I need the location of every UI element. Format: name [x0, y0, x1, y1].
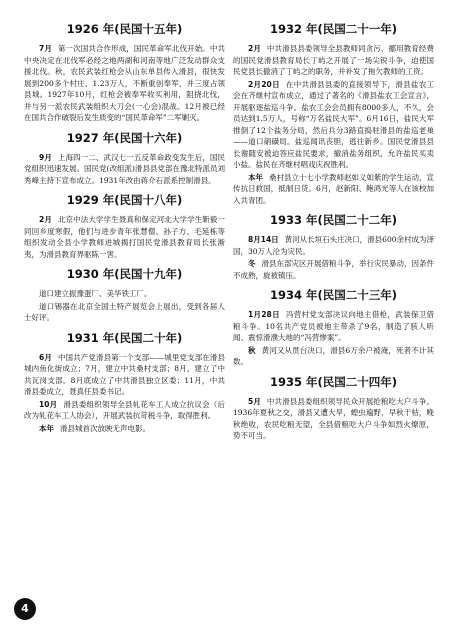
entry-date: 冬	[248, 259, 256, 268]
chronicle-entry	[24, 399, 225, 422]
entry-date: 5月	[248, 396, 261, 406]
chronicle-entry	[233, 79, 434, 171]
year-heading: 1934 年(民国二十三年)	[269, 288, 398, 302]
year-heading: 1932 年(民国二十一年)	[269, 22, 398, 36]
entry-date: 秋	[248, 345, 256, 355]
chronicle-entry	[233, 396, 434, 442]
entry-date: 9月	[39, 152, 52, 162]
left-column	[24, 22, 225, 441]
entry-text: 滑县委组织领导全县轧花车工人成立抗议会（后改为轧花车工人协会），开展武装抗苛税斗争，取得胜利。	[24, 399, 226, 420]
year-heading: 1929 年(民国十八年)	[66, 193, 183, 207]
entry-text: 桑村县立十七小学教师赵如义如紫的学生运动，宣传抗日救国，抵制日货。6月，赵新阳、鲍鸿光等人在该校加入共青团。	[233, 172, 434, 205]
year-section	[24, 267, 225, 324]
entry-text: 中共滑县县委组织领导民众开展抢粮吃大户斗争。1936年夏秋之交，滑县又遭大旱，蝗虫遍野，早秋干枯，晚秋绝收，农民吃粮无望，全县借粮吃大户斗争如烈火燎原，势不可当。	[233, 396, 435, 440]
chronicle-entry	[233, 345, 434, 368]
year-heading: 1927 年(民国十六年)	[66, 130, 183, 145]
year-heading: 1933 年(民国二十二年)	[269, 213, 398, 227]
entry-text: 上海四一二、武汉七一五反革命政变发生后，国民党组织迅速发展。国民党(改组派)滑县县党部在豫北特派员刘秀峰主持下宣布成立。1931年改由蒋介石派系控制滑县。	[24, 152, 226, 185]
year-heading: 1935 年(民国二十四年)	[269, 374, 398, 389]
year-section	[233, 375, 434, 442]
entry-date: 7月	[39, 44, 52, 53]
entry-date: 2月20日	[248, 79, 280, 89]
entry-date: 本年	[248, 172, 263, 182]
chronicle-entry	[233, 172, 434, 207]
year-section	[24, 131, 225, 187]
chronicle-entry	[24, 301, 225, 324]
year-section	[24, 22, 225, 124]
entry-text: 滑县城首次放映无声电影。	[60, 423, 150, 433]
entry-text: 黄河从长垣石头庄决口，滑县600余村成为泽国，30万人沦为灾民。	[233, 235, 434, 256]
entry-date: 10月	[39, 399, 58, 409]
chronicle-entry	[24, 352, 225, 398]
right-column	[233, 22, 434, 449]
entry-text: 冯营村党支部决议向地主借枪，武装保卫借粮斗争。10名共产党员被地主带杀了9名，制造了骇人听闻、震惊滑濮大地的“冯营惨案”。	[233, 310, 435, 342]
year-heading: 1926 年(民国十五年)	[66, 22, 183, 36]
entry-date: 8月14日	[248, 235, 279, 244]
year-section	[233, 22, 434, 206]
entry-text: 中国共产党滑县第一个支部——城里党支部在滑县城内鱼化街成立；7月，建立中共桑村支部；8月，建立了中共瓦岗支部。8月底成立了中共滑县独立区委；11月，中共滑县委成立，聂真任县委书记。	[24, 352, 226, 396]
year-section	[24, 193, 225, 260]
chronicle-entry	[24, 288, 225, 300]
year-heading: 1930 年(民国十九年)	[66, 267, 183, 281]
entry-date: 2月	[248, 44, 261, 53]
entry-text: 黄河又从贯台决口，滑县6万余户被淹，死者不计其数。	[233, 345, 434, 366]
entry-date: 1月28日	[248, 310, 280, 319]
year-section	[233, 213, 434, 281]
year-section	[233, 288, 434, 368]
chronicle-entry	[233, 309, 434, 344]
entry-text: 第一次国共合作形成，国民革命军北伐开始。中共中央决定在北伐军必经之地两湖和河南等地广泛发动群众支援北伐。秋，农民武装红枪会从山东单县传入滑县，很快发展到200多个村庄、1.23万人，不断重创奉军，并三度占领县城。1927年10月，红枪会被奉军收买利用，阻挠北伐，并与另一派农民武装组织大刀会(一心会)混战。12月被已经在国共合作破裂后发生质变的“国民革命军”二军剿灭。	[24, 44, 226, 122]
chronicle-entry	[24, 152, 225, 187]
page-number: 4	[14, 598, 36, 620]
chronicle-entry	[233, 43, 434, 78]
chronicle-entry	[24, 423, 225, 435]
entry-date: 6月	[39, 352, 52, 362]
chronicle-entry	[24, 43, 225, 124]
year-heading: 1931 年(民国二十年)	[66, 330, 183, 345]
year-section	[24, 331, 225, 435]
chronicle-entry	[233, 258, 434, 281]
entry-text: 滑县东部灾区开展借粮斗争，举行灾民暴动，因条件不成熟，旋被镇压。	[233, 259, 434, 280]
chronicle-entry	[233, 234, 434, 257]
entry-date: 本年	[39, 423, 54, 433]
entry-text: 北京中法大学学生聂真和保定河北大学学生靳毅一同回乡度寒假，他们与进步青年张慧僧、孙子方、毛延栋等组织发动全县小学教师进城揭打国民党滑县教育局长张渐夷，为滑县教育界驱陈一害。	[24, 215, 226, 259]
entry-date: 2月	[39, 215, 52, 224]
entry-text: 在中共滑县县委的直接领导下，滑县盐农工会在齐继村宣布成立，通过了著名的《滑县盐农工会宣言》，开展驱逐盐巡斗争。盐农工会会员拥有8000多人，不久，会员达到1.5万人，号称“万名盐民大军”。6月16日，盐民大军推倒了12个盐务分局，然后兵分3路直捣驻滑县的盐巡老巢——道口硝磺局。盐巡闻讯丧胆，逃往新乡。国民党滑县县长谢随安被迫答应盐民要求，撤消盐务组织，允许盐民买卖小盐。盐民在齐继村唱戏庆祝胜利。	[233, 79, 435, 169]
chronicle-entry	[24, 214, 225, 260]
entry-text: 道口建立振豫蛋厂、美华铁工厂。	[39, 289, 152, 298]
entry-text: 道口锡器在北京全国土特产展览会上展出，受到各届人士好评。	[24, 301, 225, 322]
entry-text: 中共滑县县委领导全县教师同贪污、挪用教育经费的国民党滑县教育局长丁屿之开展了一场尖锐斗争，迫使国民党县长撤消了丁屿之的职务，并补发了拖欠教师的工资。	[233, 44, 435, 76]
